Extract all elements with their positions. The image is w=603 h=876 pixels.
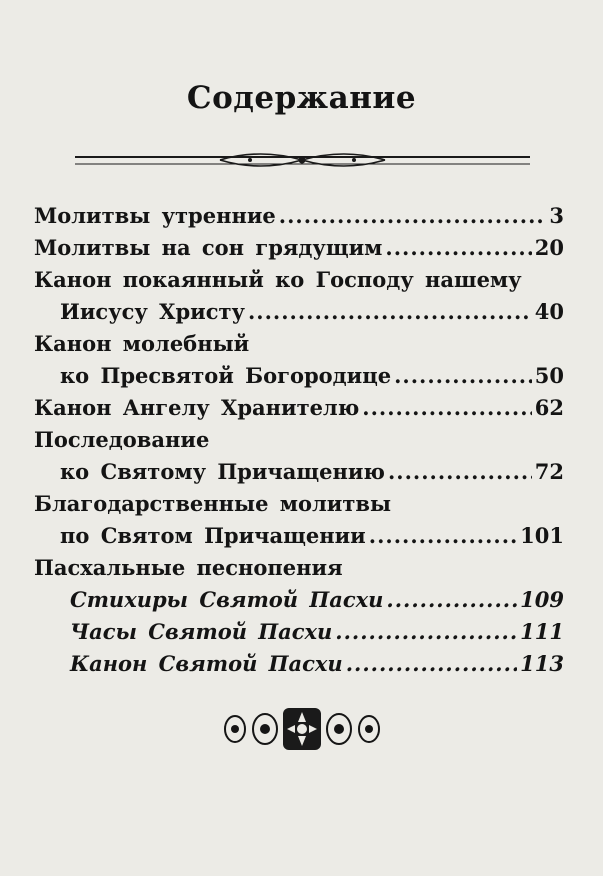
toc-entry-title-continued: по Святом Причащении [60,523,366,548]
toc-entry-title: Молитвы утренние [34,203,276,228]
toc-subentry-paschal-hours [34,616,564,648]
toc-page-number: 109 [520,587,564,612]
toc-entry-title: Канон покаянный ко Господу нашему [34,267,522,292]
toc-page-number: 62 [534,395,564,420]
toc-page-number: 20 [534,235,564,260]
toc-page-number: 101 [520,523,564,548]
toc-entry-canon-of-repentance [34,296,564,328]
toc-page-number: 3 [549,203,564,228]
toc-page-number: 50 [534,363,564,388]
toc-entry-title: Канон Святой Пасхи [70,651,343,676]
decorative-cross-ornament [213,706,391,752]
toc-subentry-paschal-canon [34,648,564,680]
toc-entry-title: Часы Святой Пасхи [70,619,333,644]
dot-leader [394,360,532,392]
toc-entry-title: Последование [34,427,210,452]
toc-entry-thanksgiving-prayers [34,520,564,552]
toc-entry-holy-communion-rule [34,456,564,488]
toc-entry-title: Стихиры Святой Пасхи [70,587,384,612]
title-divider-ornament [70,140,535,180]
dot-leader [279,200,547,232]
toc-entry-canon-theotokos [34,360,564,392]
dot-leader [369,520,517,552]
toc-entry-evening-prayers [34,232,564,264]
toc-entry-title: Благодарственные молитвы [34,491,392,516]
toc-entry-title-continued: ко Святому Причащению [60,459,385,484]
toc-section-heading-paschal: Пасхальные песнопения [34,555,343,580]
dot-leader [362,392,531,424]
toc-entry-morning-prayers [34,200,564,232]
toc-page-number: 113 [520,651,564,676]
dot-leader [335,616,517,648]
toc-page-number: 40 [534,299,564,324]
dot-leader [386,584,517,616]
toc-entry-title: Молитвы на сон грядущим [34,235,383,260]
dot-leader [385,232,531,264]
toc-entry-title-continued: Иисусу Христу [60,299,245,324]
dot-leader [388,456,532,488]
page-title: Содержание [186,80,417,116]
table-of-contents [34,200,564,680]
toc-page-number: 72 [534,459,564,484]
toc-entry-canon-guardian-angel [34,392,564,424]
toc-subentry-paschal-stichera [34,584,564,616]
toc-entry-title-continued: ко Пресвятой Богородице [60,363,392,388]
toc-entry-title: Канон Ангелу Хранителю [34,395,360,420]
dot-leader [346,648,517,680]
toc-page-number: 111 [520,619,564,644]
toc-entry-title: Канон молебный [34,331,250,356]
dot-leader [248,296,532,328]
